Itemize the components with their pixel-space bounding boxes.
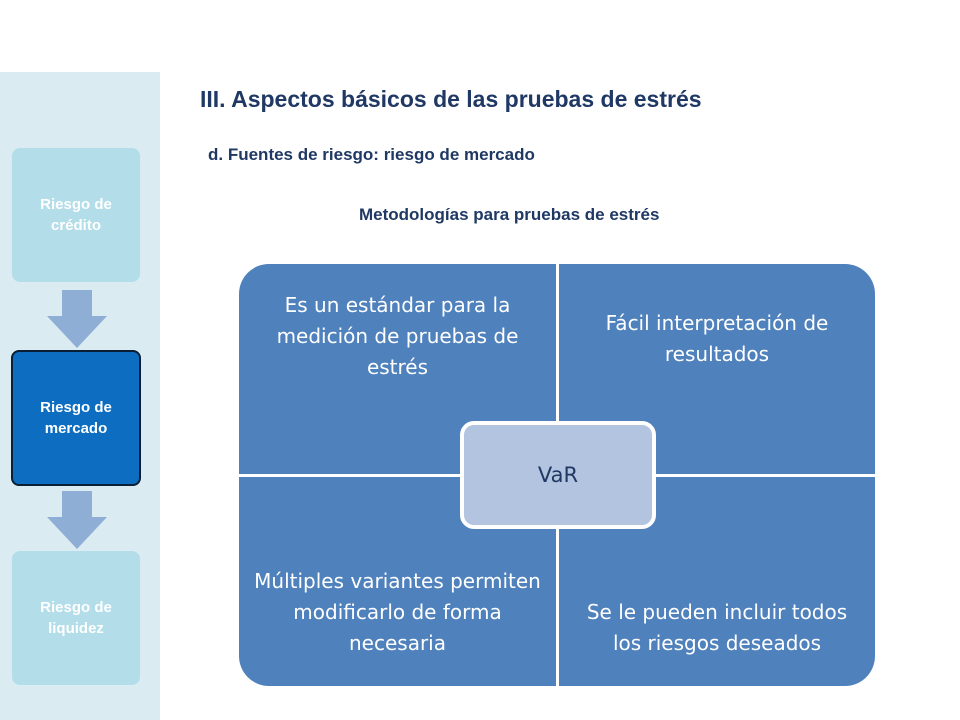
- step-label: Riesgo de mercado: [40, 399, 112, 437]
- step-credit-risk[interactable]: [12, 148, 140, 282]
- slide-title: III. Aspectos básicos de las pruebas de estrés: [200, 86, 702, 112]
- step-market-risk[interactable]: [11, 350, 141, 486]
- quadrant-text: Múltiples variantes permiten modificarlo de forma necesaria: [254, 569, 541, 655]
- quadrant-text: Fácil interpretación de resultados: [605, 311, 829, 366]
- step-label: Riesgo de crédito: [40, 196, 112, 234]
- quadrant-text: Es un estándar para la medición de pruebas de estrés: [276, 293, 519, 379]
- center-label: VaR: [537, 463, 579, 487]
- step-liquidity-risk[interactable]: [12, 551, 140, 685]
- slide-subtitle: d. Fuentes de riesgo: riesgo de mercado: [208, 145, 535, 164]
- diagram-title: Metodologías para pruebas de estrés: [359, 205, 660, 224]
- arrow-down-icon: [47, 491, 107, 549]
- arrow-down-icon: [47, 290, 107, 348]
- quadrant-text: Se le pueden incluir todos los riesgos deseados: [586, 600, 848, 655]
- process-sidebar: [0, 72, 160, 720]
- var-center-box: [460, 421, 656, 529]
- step-label: Riesgo de liquidez: [40, 599, 112, 637]
